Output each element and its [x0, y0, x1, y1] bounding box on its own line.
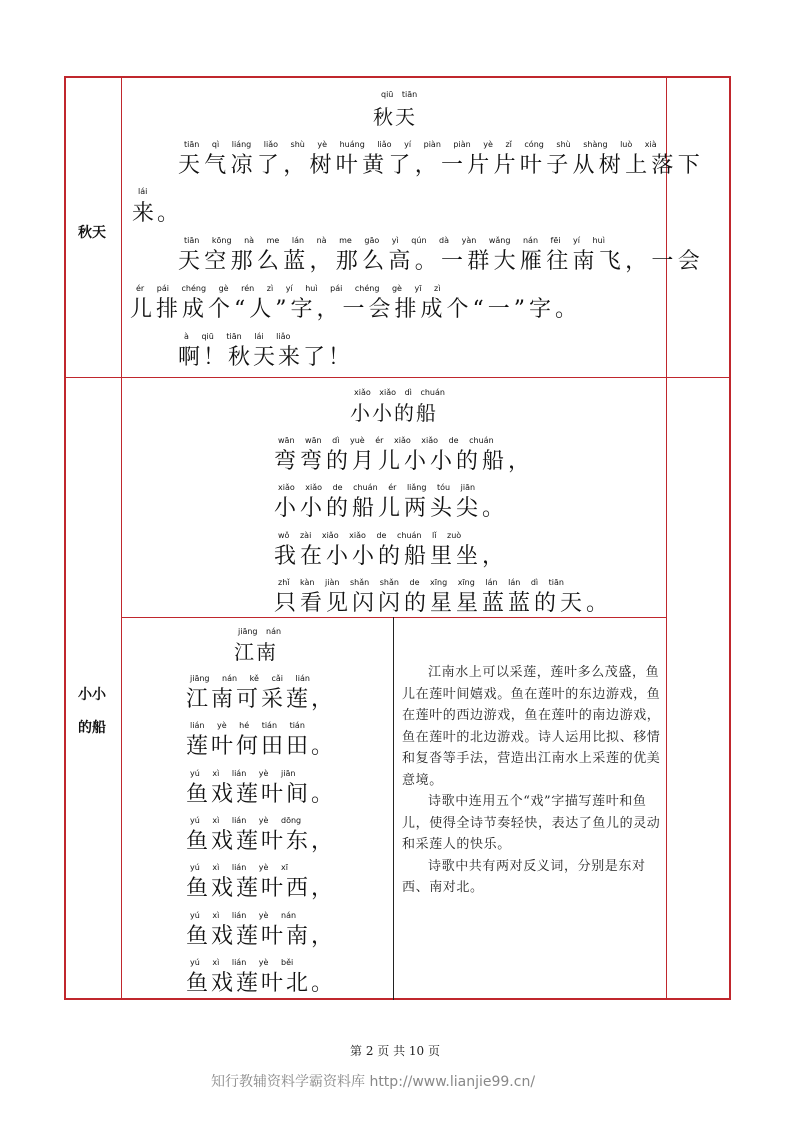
- pinyin-line: tiān kōng nà me lán nà me gāo yì qún dà yàn wǎng nán fēi yí huì: [184, 236, 605, 245]
- text-line: 来。: [132, 201, 183, 226]
- explanation-paragraph: 诗歌中连用五个“戏”字描写莲叶和鱼儿，使得全诗节奏轻快，表达了鱼儿的灵动和采莲人的快乐。: [402, 794, 661, 852]
- text-line: 天气凉了，树叶黄了，一片片叶子从树上落下: [178, 153, 705, 178]
- page-number: 第 2 页 共 10 页: [350, 1044, 440, 1058]
- text-line: 儿排成个“人”字，一会排成个“一”字。: [130, 297, 581, 322]
- pinyin-line: ér pái chéng gè rén zì yí huì pái chéng gè yī zì: [136, 284, 441, 293]
- row-label-little-boat-line2: 的船: [78, 720, 106, 736]
- table-divider-row2: [121, 617, 667, 618]
- row-label-autumn: 秋天: [78, 225, 106, 241]
- text-line: 鱼戏莲叶西，: [186, 876, 337, 901]
- site-watermark: 知行教辅资料学霸资料库 http://www.lianjie99.cn/: [211, 1074, 536, 1090]
- table-divider-right-column: [666, 76, 667, 1000]
- row-label-little-boat-line1: 小小: [78, 687, 106, 703]
- text-line: 我在小小的船里坐，: [274, 544, 509, 569]
- text-line: 鱼戏莲叶南，: [186, 924, 337, 949]
- text-line: 莲叶何田田。: [186, 734, 337, 759]
- pinyin-line: wǒ zài xiǎo xiǎo de chuán lǐ zuò: [278, 531, 462, 540]
- pinyin-line: yú xì lián yè běi: [190, 958, 294, 967]
- title-pinyin: jiāng nán: [238, 627, 282, 636]
- pinyin-line: zhǐ kàn jiàn shǎn shǎn de xīng xīng lán lán dì tiān: [278, 578, 565, 587]
- title-pinyin: xiǎo xiǎo dì chuán: [354, 388, 445, 397]
- pinyin-line: jiāng nán kě cǎi lián: [190, 674, 310, 683]
- pinyin-line: wān wān dì yuè ér xiǎo xiǎo de chuán: [278, 436, 494, 445]
- poem-title-jiangnan: 江南: [234, 640, 278, 664]
- text-line: 啊！秋天来了！: [178, 345, 354, 370]
- pinyin-line: yú xì lián yè jiān: [190, 769, 296, 778]
- table-divider-notes: [393, 617, 394, 1000]
- text-line: 小小的船儿两头尖。: [274, 496, 509, 521]
- title-pinyin: qiū tiān: [381, 90, 418, 99]
- text-line: 弯弯的月儿小小的船，: [274, 449, 535, 474]
- text-line: 鱼戏莲叶东，: [186, 829, 337, 854]
- table-divider-row1: [64, 377, 731, 378]
- text-line: 只看见闪闪的星星蓝蓝的天。: [274, 591, 613, 616]
- poem-explanation: [402, 662, 664, 899]
- poem-title-autumn: 秋天: [373, 105, 417, 129]
- text-line: 鱼戏莲叶间。: [186, 782, 337, 807]
- explanation-paragraph: 诗歌中共有两对反义词，分别是东对西、南对北。: [402, 858, 646, 895]
- pinyin-line: yú xì lián yè xī: [190, 863, 288, 872]
- pinyin-line: tiān qì liáng liǎo shù yè huáng liǎo yí piàn piàn yè zǐ cóng shù shàng luò xià: [184, 140, 657, 149]
- explanation-paragraph: 江南水上可以采莲，莲叶多么茂盛，鱼儿在莲叶间嬉戏。鱼在莲叶的东边游戏，鱼在莲叶的西边游戏，鱼在莲叶的南边游戏，鱼在莲叶的北边游戏。诗人运用比拟、移情和复沓等手法，营造出江南水上采莲的优美意境。: [402, 665, 661, 788]
- pinyin-line: xiǎo xiǎo de chuán ér liǎng tóu jiān: [278, 483, 476, 492]
- pinyin-line: yú xì lián yè dōng: [190, 816, 302, 825]
- pinyin-line: lái: [138, 187, 148, 196]
- poem-title-little-boat: 小小的船: [350, 401, 438, 425]
- pinyin-line: yú xì lián yè nán: [190, 911, 297, 920]
- pinyin-line: lián yè hé tián tián: [190, 721, 305, 730]
- pinyin-line: à qiū tiān lái liǎo: [184, 332, 291, 341]
- table-divider-label-column: [121, 76, 122, 1000]
- text-line: 鱼戏莲叶北。: [186, 971, 337, 996]
- text-line: 江南可采莲，: [186, 687, 337, 712]
- text-line: 天空那么蓝，那么高。一群大雁往南飞，一会: [178, 249, 705, 274]
